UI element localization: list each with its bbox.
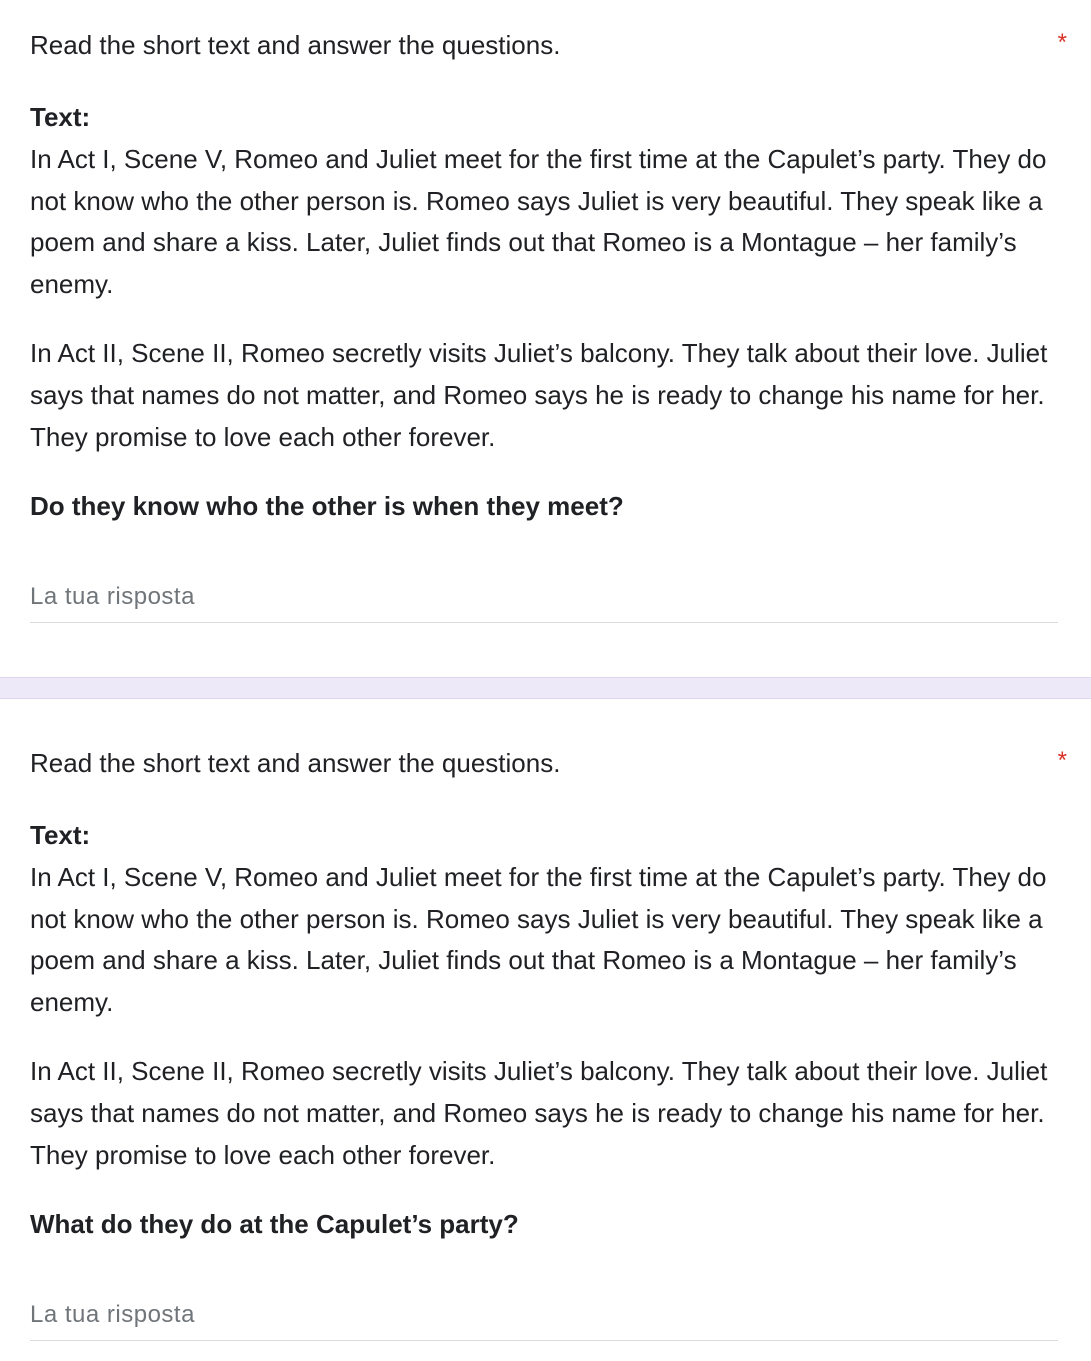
answer-field-container	[30, 1294, 1058, 1341]
question-title-text: Read the short text and answer the questions.	[30, 30, 561, 60]
section-separator	[0, 677, 1091, 699]
text-label: Text:	[30, 820, 91, 850]
question-description	[30, 97, 1058, 458]
question-title-text: Read the short text and answer the questions.	[30, 748, 561, 778]
answer-field-container	[30, 576, 1058, 623]
paragraph-act-2: In Act II, Scene II, Romeo secretly visits Juliet’s balcony. They talk about their love. Juliet says that names do not matter, and Romeo says he is ready to change his name for her. They promise to love each other forever.	[30, 1055, 1048, 1170]
paragraph-act-1: In Act I, Scene V, Romeo and Juliet meet for the first time at the Capulet’s party. They do not know who the other person is. Romeo says Juliet is very beautiful. They speak like a poem and share a kiss. Later, Juliet finds out that Romeo is a Montague – her family’s enemy.	[30, 861, 1047, 1018]
required-asterisk: *	[1057, 29, 1067, 56]
paragraph-act-2: In Act II, Scene II, Romeo secretly visits Juliet’s balcony. They talk about their love. Juliet says that names do not matter, and Romeo says he is ready to change his name for her. They promise to love each other forever.	[30, 337, 1048, 452]
question-title	[30, 745, 1067, 781]
question-prompt: What do they do at the Capulet’s party?	[30, 1209, 519, 1240]
text-label: Text:	[30, 102, 91, 132]
question-title	[30, 27, 1067, 63]
question-prompt: Do they know who the other is when they meet?	[30, 491, 624, 522]
question-description	[30, 815, 1058, 1176]
paragraph-act-1: In Act I, Scene V, Romeo and Juliet meet for the first time at the Capulet’s party. They do not know who the other person is. Romeo says Juliet is very beautiful. They speak like a poem and share a kiss. Later, Juliet finds out that Romeo is a Montague – her family’s enemy.	[30, 143, 1047, 300]
question-card-1	[0, 0, 1091, 677]
answer-input[interactable]	[30, 1294, 1058, 1332]
question-card-2	[0, 699, 1091, 1360]
answer-input[interactable]	[30, 576, 1058, 614]
required-asterisk: *	[1057, 747, 1067, 774]
